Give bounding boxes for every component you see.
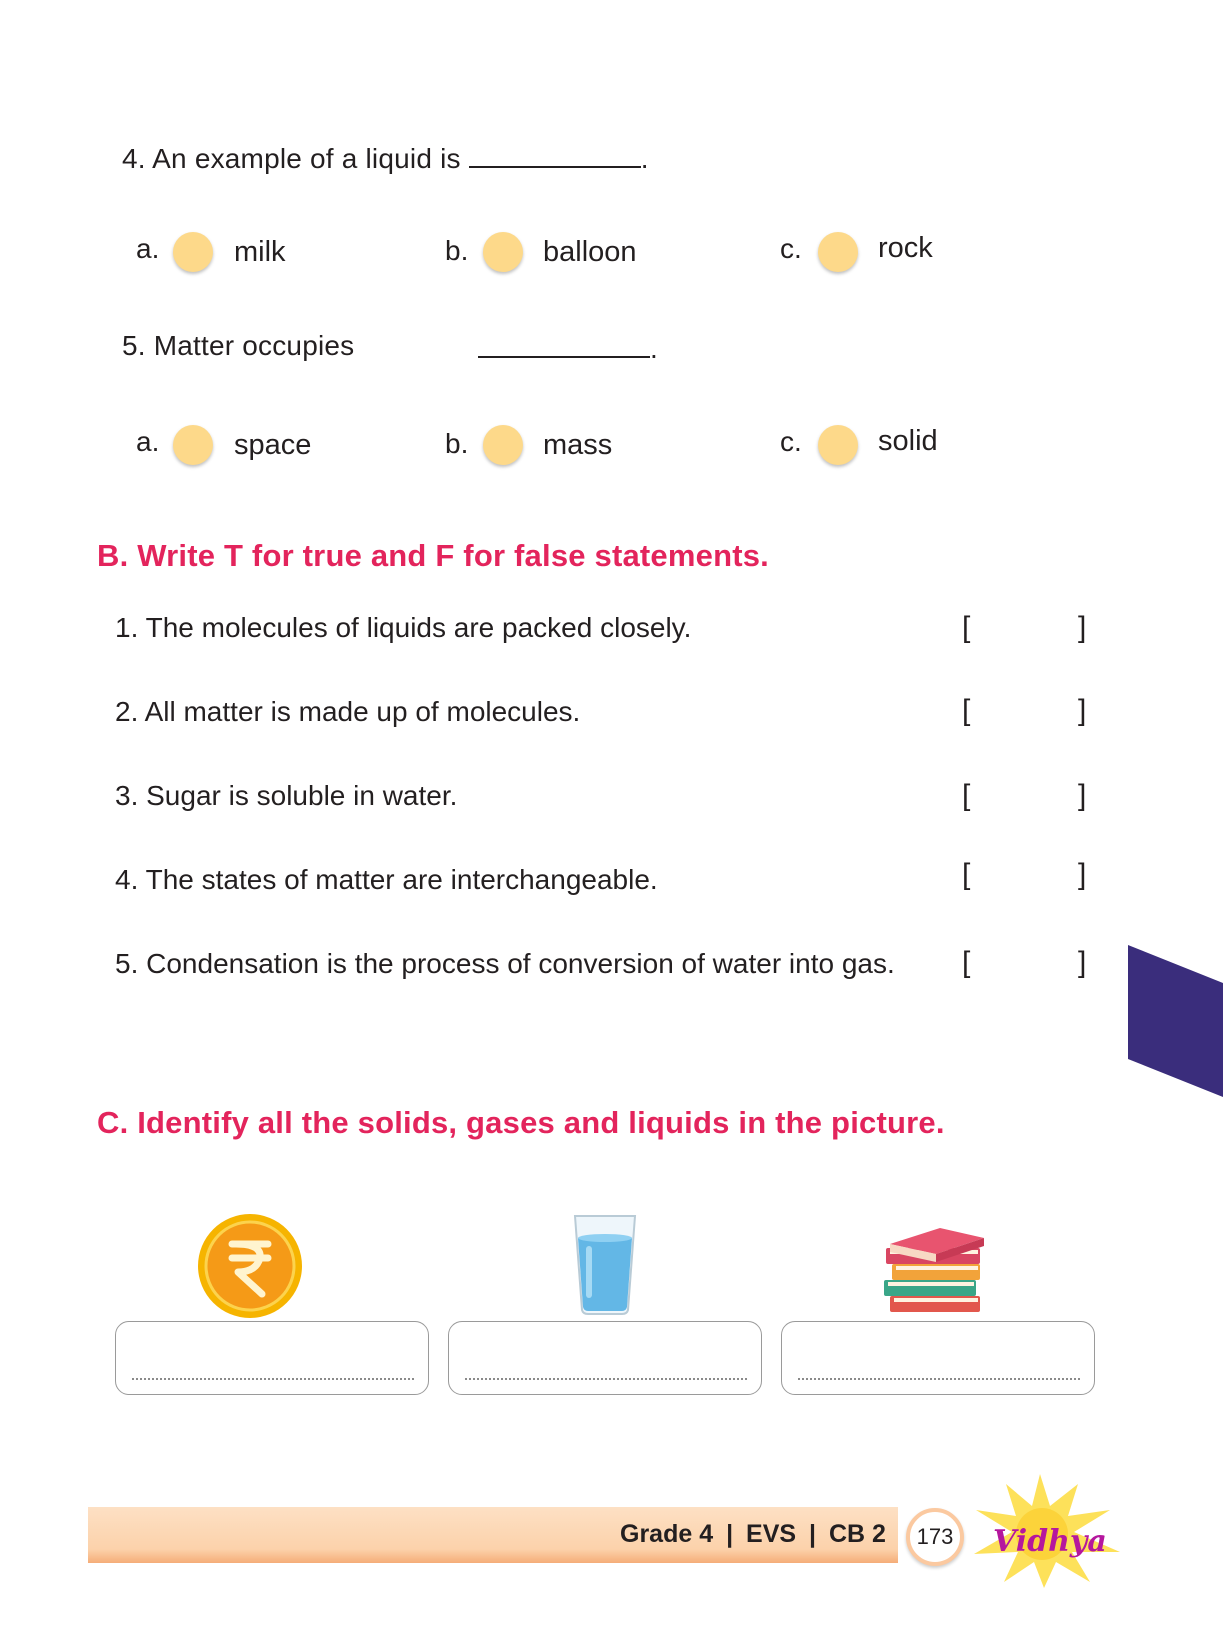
q5-option-a-text: space xyxy=(234,429,312,461)
statement-4: 4. The states of matter are interchangeable. xyxy=(115,864,658,895)
q5-option-c-letter: c. xyxy=(780,426,802,457)
q5-option-c-text: solid xyxy=(878,425,938,457)
section-c-title: C. Identify all the solids, gases and liquids in the picture. xyxy=(97,1105,945,1140)
q5-option-b-letter: b. xyxy=(445,428,469,459)
q4-option-b-letter: b. xyxy=(445,235,469,266)
answer-bracket-open-5: [ xyxy=(962,946,971,979)
answer-bracket-open-3: [ xyxy=(962,779,971,812)
answer-box-coin[interactable] xyxy=(115,1321,429,1395)
answer-bracket-close-1: ] xyxy=(1078,611,1087,644)
q4-option-a-radio[interactable] xyxy=(173,232,213,272)
q5-option-a-radio[interactable] xyxy=(173,425,213,465)
q4-option-b-text: balloon xyxy=(543,236,637,268)
question-4-text: 4. An example of a liquid is xyxy=(122,143,461,174)
answer-bracket-close-5: ] xyxy=(1078,946,1087,979)
question-4-blank[interactable] xyxy=(469,140,641,168)
answer-slot-1[interactable] xyxy=(985,610,1075,648)
statement-3: 3. Sugar is soluble in water. xyxy=(115,780,458,811)
rupee-coin-icon xyxy=(196,1212,304,1320)
answer-box-books[interactable] xyxy=(781,1321,1095,1395)
book-stack-icon xyxy=(880,1222,988,1318)
answer-box-glass[interactable] xyxy=(448,1321,762,1395)
answer-slot-3[interactable] xyxy=(985,778,1075,816)
section-b-title: B. Write T for true and F for false statements. xyxy=(97,538,769,573)
q5-option-a-letter: a. xyxy=(136,426,160,457)
answer-bracket-open-4: [ xyxy=(962,858,971,891)
q5-option-b-text: mass xyxy=(543,429,613,461)
q4-option-c-radio[interactable] xyxy=(818,232,858,272)
answer-slot-4[interactable] xyxy=(985,857,1075,895)
answer-slot-5[interactable] xyxy=(985,945,1075,983)
question-4: 4. An example of a liquid is . xyxy=(122,140,649,175)
footer-caption xyxy=(620,1520,886,1549)
q5-option-c-radio[interactable] xyxy=(818,425,858,465)
footer-book: CB 2 xyxy=(828,1520,886,1548)
side-tab-decoration xyxy=(1128,945,1223,1097)
answer-slot-2[interactable] xyxy=(985,693,1075,731)
q5-option-b-radio[interactable] xyxy=(483,425,523,465)
footer-subject: EVS xyxy=(746,1520,797,1548)
water-glass-icon xyxy=(572,1212,638,1316)
question-5-blank[interactable] xyxy=(478,330,650,358)
q4-option-b-radio[interactable] xyxy=(483,232,523,272)
question-5-answer: . xyxy=(478,330,658,365)
footer-separator-2: | xyxy=(809,1520,816,1548)
answer-bracket-open-2: [ xyxy=(962,694,971,727)
footer-separator-1: | xyxy=(726,1520,734,1548)
statement-5: 5. Condensation is the process of conversion of water into gas. xyxy=(115,948,895,979)
footer-grade: Grade 4 xyxy=(620,1520,714,1548)
q4-option-a-text: milk xyxy=(234,236,286,268)
statement-2: 2. All matter is made up of molecules. xyxy=(115,696,581,727)
answer-bracket-close-4: ] xyxy=(1078,858,1087,891)
statement-1: 1. The molecules of liquids are packed closely. xyxy=(115,612,692,643)
q4-option-a-letter: a. xyxy=(136,233,160,264)
answer-bracket-open-1: [ xyxy=(962,611,971,644)
brand-name: Vidhya xyxy=(993,1524,1107,1559)
answer-bracket-close-3: ] xyxy=(1078,779,1087,812)
question-5-text: 5. Matter occupies xyxy=(122,330,355,361)
page-number: 173 xyxy=(906,1508,964,1566)
q4-option-c-text: rock xyxy=(878,232,933,264)
answer-bracket-close-2: ] xyxy=(1078,694,1087,727)
q4-option-c-letter: c. xyxy=(780,233,802,264)
